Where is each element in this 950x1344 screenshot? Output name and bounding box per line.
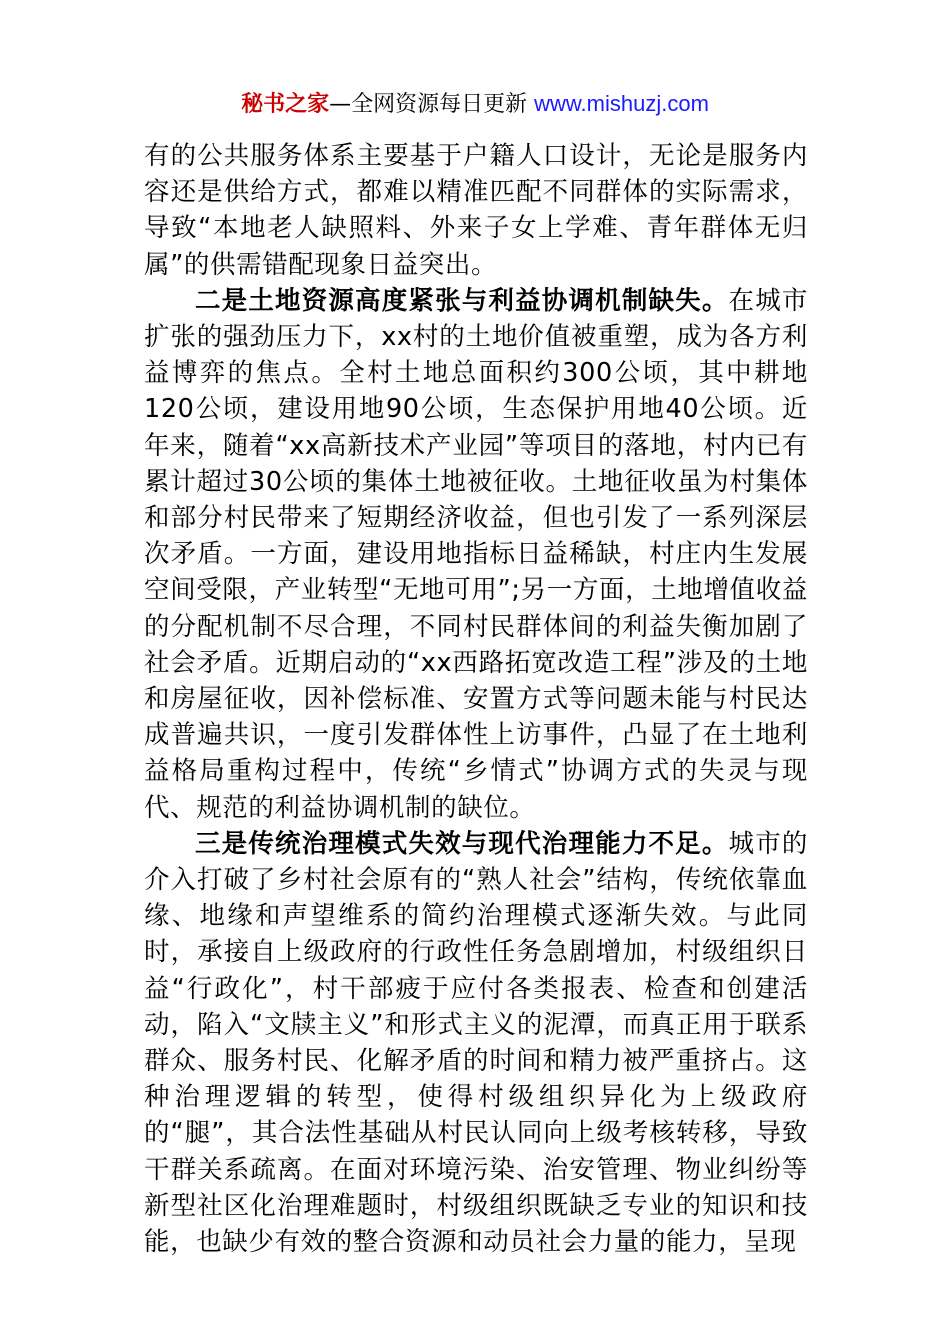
paragraph-2-text: 在城市扩张的强劲压力下，xx村的土地价值被重塑，成为各方利益博弈的焦点。全村土地总面积约300公顷，其中耕地120公顷，建设用地90公顷，生态保护用地40公顷。近年来，随着“xx高新技术产业园”等项目的落地，村内已有累计超过30公顷的集体土地被征收。土地征收虽为村集体和部分村民带来了短期经济收益，但也引发了一系列深层次矛盾。一方面，建设用地指标日益稀缺，村庄内生发展空间受限，产业转型“无地可用”;另一方面，土地增值收益的分配机制不尽合理，不同村民群体间的利益失衡加剧了社会矛盾。近期启动的“xx西路拓宽改造工程”涉及的土地和房屋征收，因补偿标准、安置方式等问题未能与村民达成普遍共识，一度引发群体性上访事件，凸显了在土地利益格局重构过程中，传统“乡情式”协调方式的失灵与现代、规范的利益协调机制的缺位。 [144, 285, 808, 823]
header-dash: — [329, 92, 352, 117]
paragraph-2 [144, 283, 808, 826]
paragraph-1 [144, 138, 808, 283]
paragraph-1-text: 有的公共服务体系主要基于户籍人口设计，无论是服务内容还是供给方式，都难以精准匹配不同群体的实际需求，导致“本地老人缺照料、外来子女上学难、青年群体无归属”的供需错配现象日益突出。 [144, 141, 808, 280]
site-brand: 秘书之家 [241, 92, 330, 117]
paragraph-3-text: 城市的介入打破了乡村社会原有的“熟人社会”结构，传统依靠血缘、地缘和声望维系的简约治理模式逐渐失效。与此同时，承接自上级政府的行政性任务急剧增加，村级组织日益“行政化”，村干部疲于应付各类报表、检查和创建活动，陷入“文牍主义”和形式主义的泥潭，而真正用于联系群众、服务村民、化解矛盾的时间和精力被严重挤占。这种治理逻辑的转型，使得村级组织异化为上级政府的“腿”，其合法性基础从村民认同向上级考核转移，导致干群关系疏离。在面对环境污染、治安管理、物业纠纷等新型社区化治理难题时，村级组织既缺乏专业的知识和技能，也缺少有效的整合资源和动员社会力量的能力，呈现 [144, 828, 808, 1258]
site-header [0, 88, 950, 121]
site-url-link[interactable]: www.mishuzj.com [534, 91, 709, 116]
document-body [144, 138, 808, 1260]
site-tagline: 全网资源每日更新 [351, 92, 528, 117]
paragraph-2-heading: 二是土地资源高度紧张与利益协调机制缺失。 [195, 285, 729, 316]
paragraph-3-heading: 三是传统治理模式失效与现代治理能力不足。 [195, 828, 729, 859]
paragraph-3 [144, 826, 808, 1260]
